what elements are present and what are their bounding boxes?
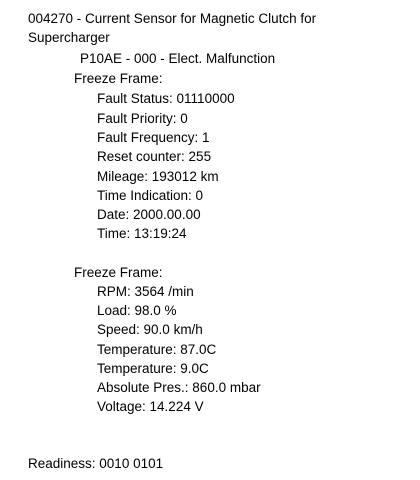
fault-priority: Fault Priority: 0 (97, 111, 188, 126)
component-title-line1: 004270 - Current Sensor for Magnetic Clutch for (28, 11, 317, 26)
fault-code: P10AE - 000 - Elect. Malfunction (80, 51, 276, 66)
fault-status: Fault Status: 01110000 (97, 91, 235, 106)
freeze-frame-2-title: Freeze Frame: (74, 265, 163, 280)
component-title-line2: Supercharger (28, 30, 110, 45)
readiness: Readiness: 0010 0101 (28, 456, 164, 471)
mileage: Mileage: 193012 km (97, 169, 219, 184)
load: Load: 98.0 % (97, 303, 177, 318)
temperature-1: Temperature: 87.0C (97, 342, 217, 357)
fault-frequency: Fault Frequency: 1 (97, 130, 210, 145)
speed: Speed: 90.0 km/h (97, 322, 203, 337)
voltage: Voltage: 14.224 V (97, 399, 204, 414)
rpm: RPM: 3564 /min (97, 284, 194, 299)
time-indication: Time Indication: 0 (97, 188, 204, 203)
temperature-2: Temperature: 9.0C (97, 361, 209, 376)
time: Time: 13:19:24 (97, 226, 187, 241)
absolute-pressure: Absolute Pres.: 860.0 mbar (97, 380, 261, 395)
freeze-frame-1-title: Freeze Frame: (74, 71, 163, 86)
reset-counter: Reset counter: 255 (97, 149, 212, 164)
date: Date: 2000.00.00 (97, 207, 201, 222)
